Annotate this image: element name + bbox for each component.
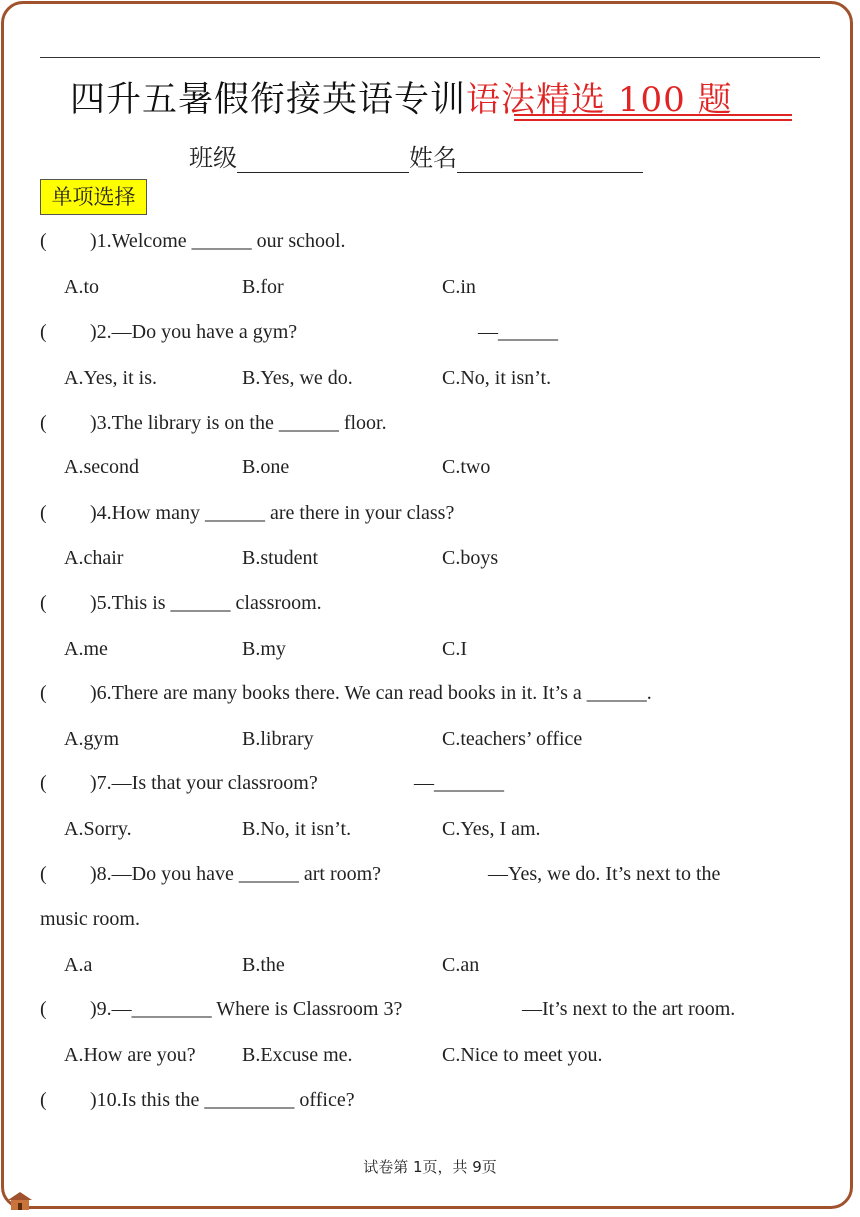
student-info-row bbox=[189, 138, 643, 173]
question-6 bbox=[40, 682, 652, 705]
house-icon bbox=[6, 1190, 34, 1212]
option-a: A.a bbox=[64, 954, 93, 976]
answer-bracket[interactable]: ( bbox=[40, 412, 47, 434]
question-text: )1.Welcome ______ our school. bbox=[90, 230, 346, 252]
answer-bracket[interactable]: ( bbox=[40, 863, 47, 885]
name-field[interactable] bbox=[457, 146, 643, 173]
option-b: B.No, it isn’t. bbox=[242, 818, 352, 840]
title-underline-2 bbox=[514, 119, 792, 121]
section-label: 单项选择 bbox=[40, 179, 147, 215]
question-1 bbox=[40, 230, 346, 253]
option-a: A.chair bbox=[64, 547, 124, 569]
answer-bracket[interactable]: ( bbox=[40, 321, 47, 343]
question-3 bbox=[40, 412, 387, 435]
question-4 bbox=[40, 502, 454, 525]
option-c: C.in bbox=[442, 276, 476, 298]
question-text: )5.This is ______ classroom. bbox=[90, 592, 322, 614]
option-a: A.gym bbox=[64, 728, 119, 750]
option-c: C.two bbox=[442, 456, 491, 478]
header-rule bbox=[40, 57, 820, 58]
question-7 bbox=[40, 772, 318, 795]
answer-bracket[interactable]: ( bbox=[40, 592, 47, 614]
option-b: B.library bbox=[242, 728, 314, 750]
question-text: )7.—Is that your classroom? bbox=[90, 772, 318, 794]
option-b: B.my bbox=[242, 638, 286, 660]
option-b: B.the bbox=[242, 954, 285, 976]
answer-bracket[interactable]: ( bbox=[40, 502, 47, 524]
option-b: B.Yes, we do. bbox=[242, 367, 353, 389]
question-text: )9.—________ Where is Classroom 3? bbox=[90, 998, 403, 1020]
option-a: A.to bbox=[64, 276, 99, 298]
question-8-continuation: music room. bbox=[40, 908, 140, 930]
answer-bracket[interactable]: ( bbox=[40, 772, 47, 794]
question-text: )8.—Do you have ______ art room? bbox=[90, 863, 382, 885]
question-2 bbox=[40, 321, 297, 344]
name-label: 姓名 bbox=[409, 144, 457, 172]
option-c: C.an bbox=[442, 954, 480, 976]
answer-blank-9: —It’s next to the art room. bbox=[522, 998, 736, 1020]
class-field[interactable] bbox=[237, 146, 409, 173]
option-b: B.Excuse me. bbox=[242, 1044, 353, 1066]
option-b: B.one bbox=[242, 456, 290, 478]
option-a: A.How are you? bbox=[64, 1044, 196, 1066]
option-c: C.No, it isn’t. bbox=[442, 367, 552, 389]
question-text: )3.The library is on the ______ floor. bbox=[90, 412, 387, 434]
option-b: B.student bbox=[242, 547, 319, 569]
option-c: C.Yes, I am. bbox=[442, 818, 541, 840]
answer-bracket[interactable]: ( bbox=[40, 998, 47, 1020]
question-text: )6.There are many books there. We can read books in it. It’s a ______. bbox=[90, 682, 652, 704]
answer-blank-2: —______ bbox=[478, 321, 558, 343]
answer-bracket[interactable]: ( bbox=[40, 1089, 47, 1111]
page-footer: 试卷第 1页，共 9页 bbox=[363, 1158, 497, 1176]
answer-blank-8: —Yes, we do. It’s next to the bbox=[488, 863, 721, 885]
title-highlight: 语法精选 100 题 bbox=[466, 80, 733, 120]
title-underline bbox=[514, 114, 792, 116]
option-c: C.teachers’ office bbox=[442, 728, 583, 750]
question-9 bbox=[40, 998, 402, 1021]
option-a: A.second bbox=[64, 456, 139, 478]
class-label: 班级 bbox=[189, 144, 237, 172]
question-text: )4.How many ______ are there in your class? bbox=[90, 502, 455, 524]
option-a: A.me bbox=[64, 638, 108, 660]
question-text: )10.Is this the _________ office? bbox=[90, 1089, 355, 1111]
option-c: C.Nice to meet you. bbox=[442, 1044, 603, 1066]
answer-bracket[interactable]: ( bbox=[40, 682, 47, 704]
answer-blank-7: —_______ bbox=[414, 772, 504, 794]
option-b: B.for bbox=[242, 276, 284, 298]
option-c: C.boys bbox=[442, 547, 499, 569]
question-10 bbox=[40, 1089, 355, 1112]
question-text: )2.—Do you have a gym? bbox=[90, 321, 298, 343]
option-a: A.Sorry. bbox=[64, 818, 132, 840]
option-a: A.Yes, it is. bbox=[64, 367, 157, 389]
title-main: 四升五暑假衔接英语专训 bbox=[70, 80, 467, 120]
question-5 bbox=[40, 592, 322, 615]
answer-bracket[interactable]: ( bbox=[40, 230, 47, 252]
question-8 bbox=[40, 863, 381, 886]
option-c: C.I bbox=[442, 638, 467, 660]
